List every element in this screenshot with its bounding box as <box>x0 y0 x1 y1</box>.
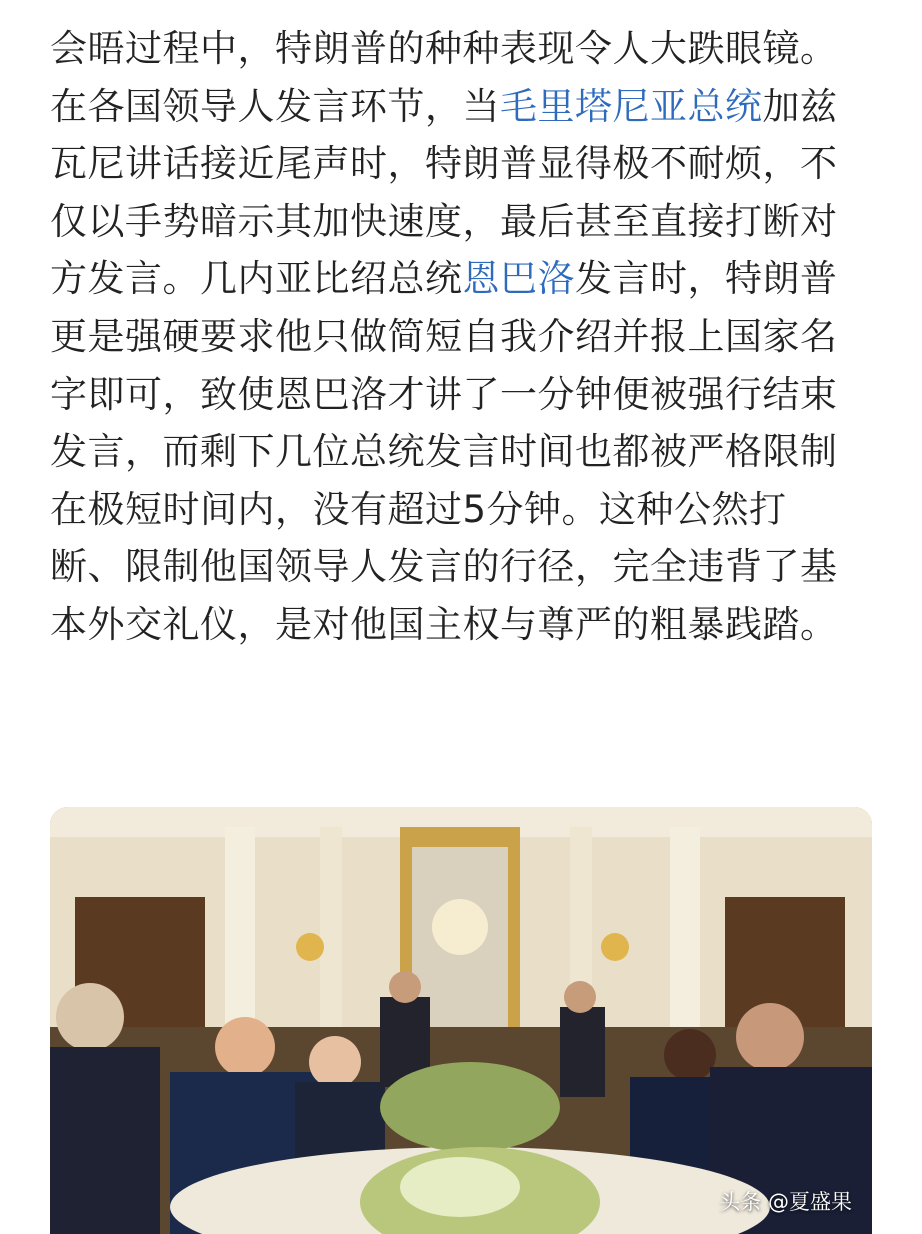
article-text <box>50 20 860 654</box>
article-photo[interactable] <box>50 807 872 1234</box>
article-text-part-1: 会晤过程中，特朗普的种种表现令人大跌眼镜。在各国领导人发言环节，当 <box>50 27 838 128</box>
photo-illustration <box>50 807 872 1234</box>
link-embalo[interactable]: 恩巴洛 <box>462 257 575 301</box>
watermark: 头条 @夏盛果 <box>719 1190 852 1214</box>
link-mauritania-president[interactable]: 毛里塔尼亚总统 <box>500 84 763 128</box>
article-text-part-2: 加兹瓦尼讲话接近尾声时，特朗普显得极不耐烦，不仅以手势暗示其加快速度，最后甚至直接打断对方发言。几内亚比绍总统 <box>50 84 838 301</box>
article-text-part-3: 发言时，特朗普更是强硬要求他只做简短自我介绍并报上国家名字即可，致使恩巴洛才讲了一分钟便被强行结束发言，而剩下几位总统发言时间也都被严格限制在极短时间内，没有超过5分钟。这种公然打断、限制他国领导人发言的行径，完全违背了基本外交礼仪，是对他国主权与尊严的粗暴践踏。 <box>50 257 838 646</box>
